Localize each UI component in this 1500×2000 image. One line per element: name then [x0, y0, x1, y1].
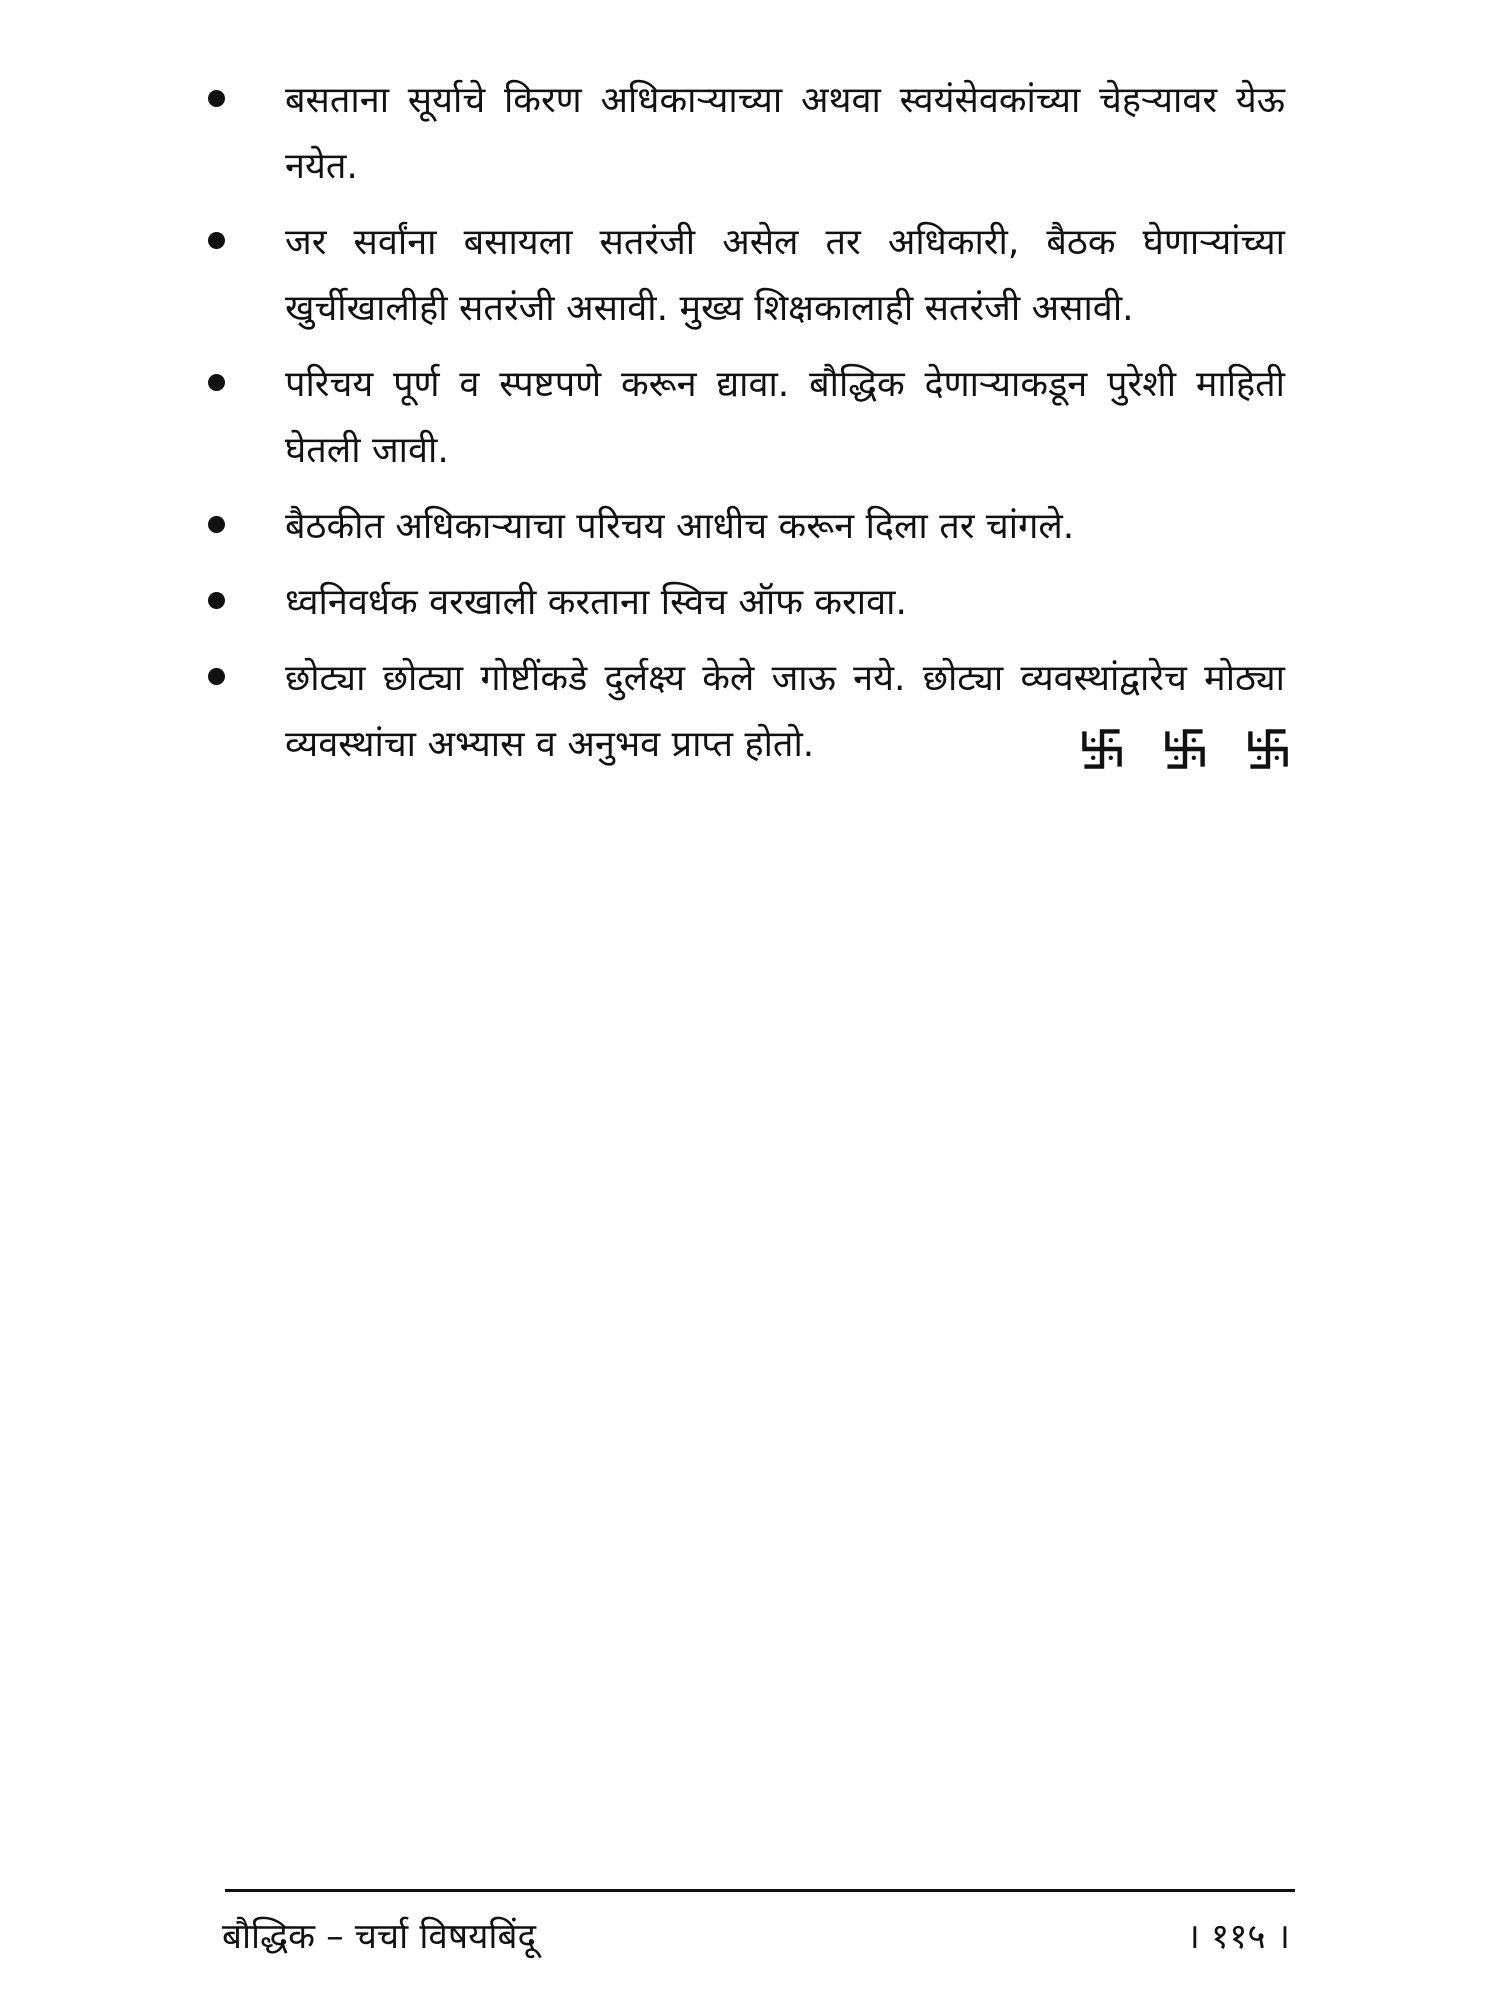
- list-item: [205, 68, 1285, 200]
- bullet-list: [205, 68, 1285, 788]
- list-item: [205, 210, 1285, 342]
- list-item-text: बसताना सूर्याचे किरण अधिकाऱ्याच्या अथवा स्वयंसेवकांच्या चेहऱ्यावर येऊ नयेत.: [285, 80, 1285, 187]
- bullet-icon: [208, 232, 225, 249]
- list-item-text: ध्वनिवर्धक वरखाली करताना स्विच ऑफ करावा.: [285, 582, 907, 623]
- list-item: [205, 570, 1285, 636]
- swastika-icon: [1163, 727, 1207, 771]
- bullet-icon: [208, 592, 225, 609]
- list-item: [205, 494, 1285, 560]
- swastika-icon: [1246, 727, 1290, 771]
- section-end-ornament: [1080, 725, 1290, 773]
- footer-divider: [225, 1889, 1295, 1892]
- page-number: । ११५ ।: [1186, 1917, 1290, 1957]
- list-item-text: परिचय पूर्ण व स्पष्टपणे करून द्यावा. बौद्धिक देणाऱ्याकडून पुरेशी माहिती घेतली जावी.: [285, 364, 1285, 471]
- running-footer-title: बौद्धिक – चर्चा विषयबिंदू: [222, 1917, 537, 1957]
- bullet-icon: [208, 374, 225, 391]
- list-item-text: बैठकीत अधिकाऱ्याचा परिचय आधीच करून दिला तर चांगले.: [285, 506, 1075, 547]
- swastika-icon: [1080, 727, 1124, 771]
- list-item-text: छोट्या छोट्या गोष्टींकडे दुर्लक्ष्य केले जाऊ नये. छोट्या व्यवस्थांद्वारेच मोठ्या व्यवस्थांचा अभ्यास व अनुभव प्राप्त होतो.: [285, 658, 1285, 765]
- bullet-icon: [208, 90, 225, 107]
- bullet-icon: [208, 668, 225, 685]
- bullet-icon: [208, 516, 225, 533]
- list-item: [205, 352, 1285, 484]
- list-item-text: जर सर्वांना बसायला सतरंजी असेल तर अधिकारी, बैठक घेणाऱ्यांच्या खुर्चीखालीही सतरंजी असावी. मुख्य शिक्षकालाही सतरंजी असावी.: [285, 222, 1285, 329]
